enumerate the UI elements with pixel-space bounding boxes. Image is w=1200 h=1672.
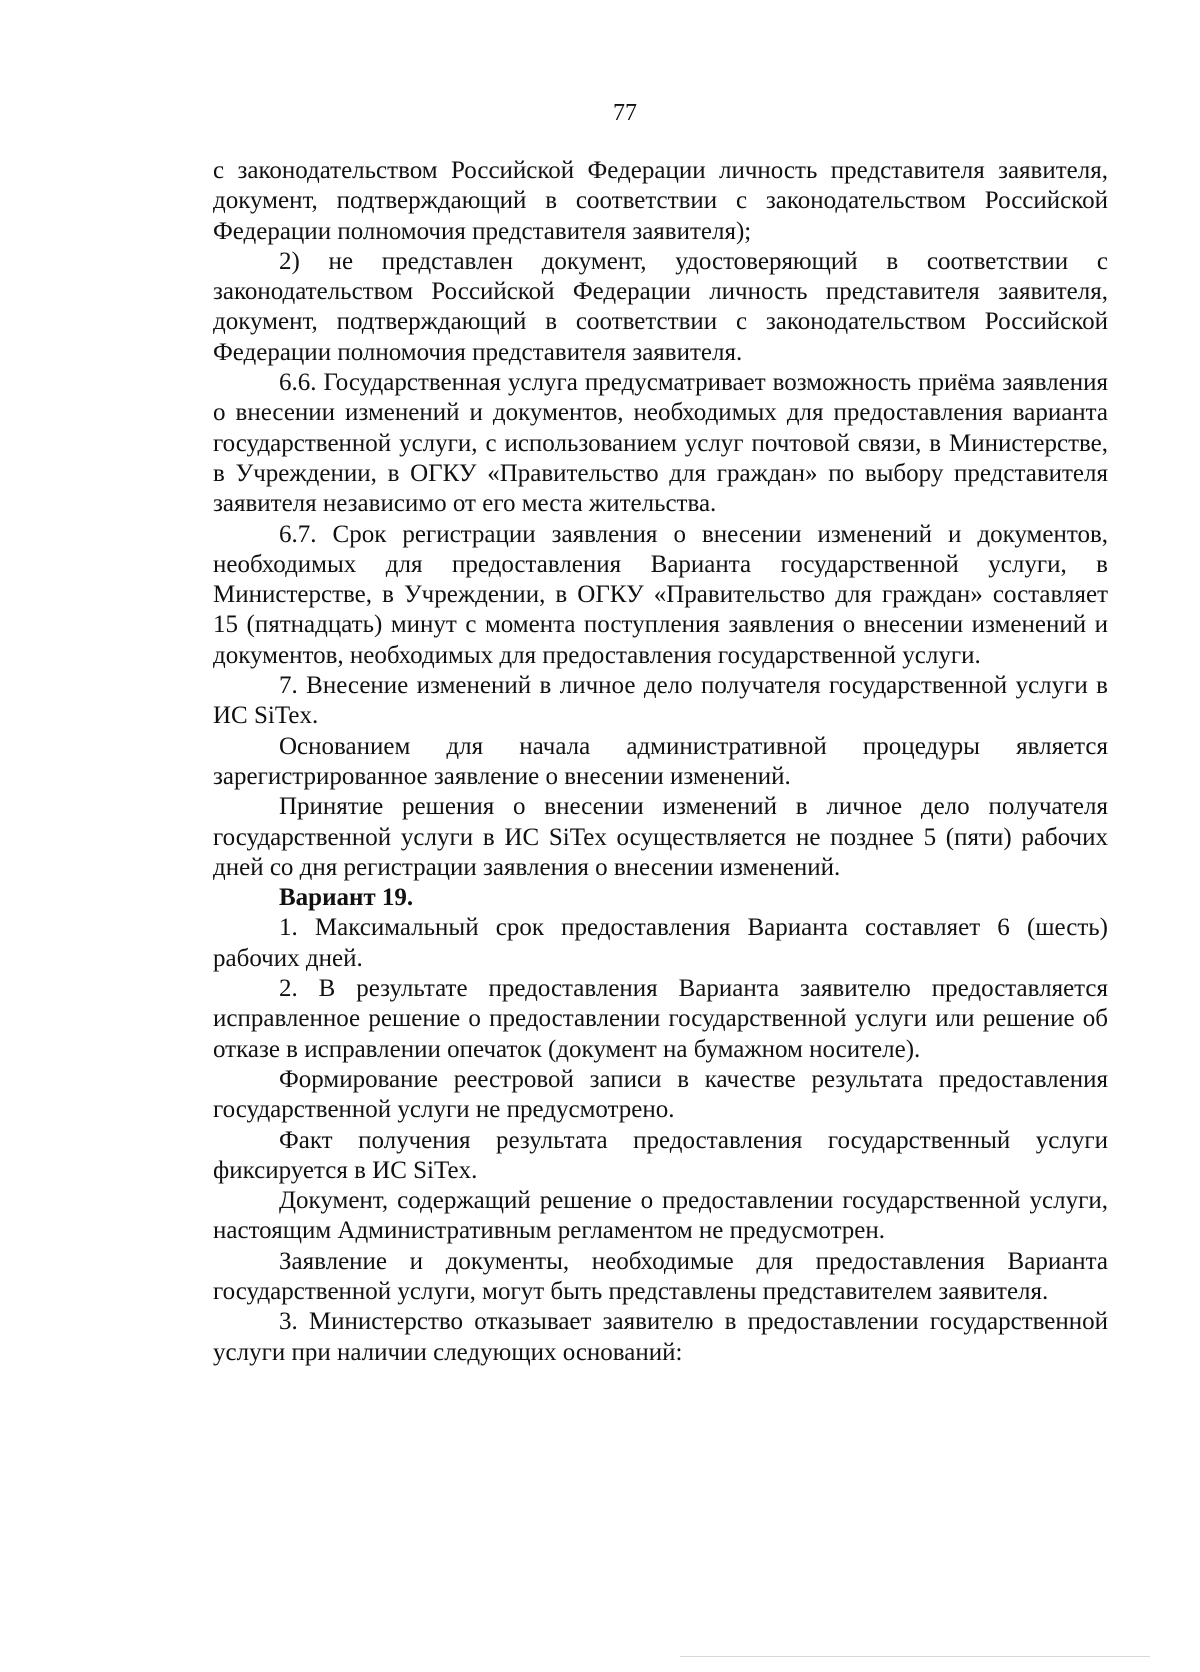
page-number: 77	[613, 100, 637, 126]
paragraph-6-6: 6.6. Государственная услуга предусматривает возможность приёма заявления о внесении изменений и документов, необходимых для предоставления варианта государственной услуги, с использованием услуг почтовой связи, в Министерстве, в Учреждении, в ОГКУ «Правительство для граждан» по выбору представителя заявителя независимо от его места жительства.	[213, 369, 1108, 518]
paragraph-decision-term: Принятие решения о внесении изменений в личное дело получателя государственной услуги в ИС SiTex осуществляется не позднее 5 (пяти) рабочих дней со дня регистрации заявления о внесении изменений.	[213, 793, 1108, 881]
variant-heading: Вариант 19.	[279, 884, 414, 912]
paragraph-variant-3: 3. Министерство отказывает заявителю в предоставлении государственной услуги при наличии следующих оснований:	[213, 1308, 1108, 1366]
document-body	[213, 156, 1108, 1368]
paragraph-variant-1: 1. Максимальный срок предоставления Варианта составляет 6 (шесть) рабочих дней.	[213, 914, 1108, 972]
paragraph-basis: Основанием для начала административной процедуры является зарегистрированное заявление о внесении изменений.	[213, 732, 1108, 790]
paragraph-decision-document: Документ, содержащий решение о предоставлении государственной услуги, настоящим Административным регламентом не предусмотрен.	[213, 1187, 1108, 1245]
paragraph-registry-record: Формирование реестровой записи в качестве результата предоставления государственной услуги не предусмотрено.	[213, 1065, 1108, 1124]
paragraph-6-7: 6.7. Срок регистрации заявления о внесении изменений и документов, необходимых для предоставления Варианта государственной услуги, в Министерстве, в Учреждении, в ОГКУ «Правительство для граждан» составляет 15 (пятнадцать) минут с момента поступления заявления о внесении изменений и документов, необходимых для предоставления государственной услуги.	[213, 520, 1108, 669]
paragraph-representative-submission: Заявление и документы, необходимые для предоставления Варианта государственной услуги, могут быть представлены представителем заявителя.	[213, 1247, 1108, 1305]
paragraph-item-2: 2) не представлен документ, удостоверяющий в соответствии с законодательством Российской Федерации личность представителя заявителя, документ, подтверждающий в соответствии с законодательством Российской Федерации полномочия представителя заявителя.	[213, 247, 1108, 366]
scan-edge-line	[680, 1656, 1150, 1657]
paragraph-fact-of-receipt: Факт получения результата предоставления государственный услуги фиксируется в ИС SiTex.	[213, 1126, 1108, 1184]
paragraph-representative-identity: с законодательством Российской Федерации личность представителя заявителя, документ, подтверждающий в соответствии с законодательством Российской Федерации полномочия представителя заявителя);	[213, 157, 1108, 245]
paragraph-7: 7. Внесение изменений в личное дело получателя государственной услуги в ИС SiTex.	[213, 672, 1108, 730]
paragraph-variant-2: 2. В результате предоставления Варианта заявителю предоставляется исправленное решение о предоставлении государственной услуги или решение об отказе в исправлении опечаток (документ на бумажном носителе).	[213, 975, 1108, 1063]
